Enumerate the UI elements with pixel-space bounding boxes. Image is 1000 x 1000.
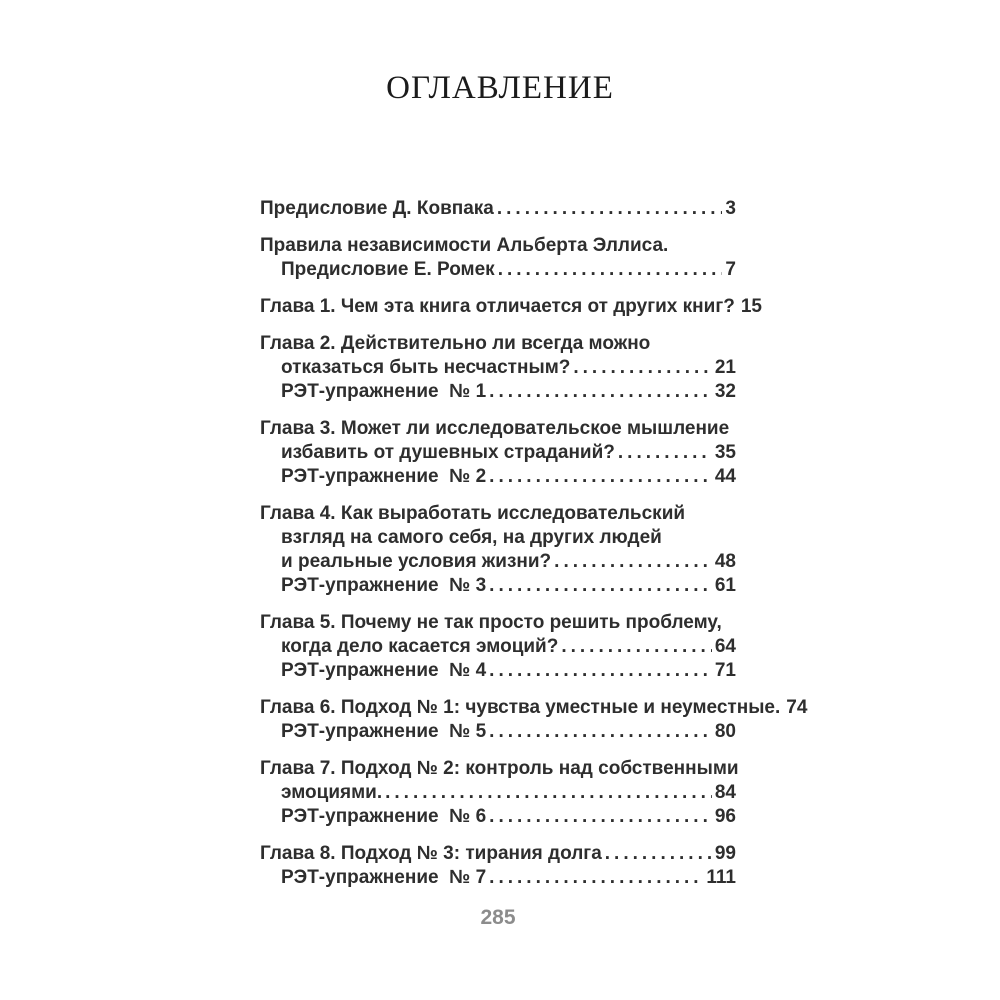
dot-leader <box>498 258 723 282</box>
dot-leader <box>489 574 712 598</box>
toc-line-text: Глава 3. Может ли исследовательское мышление <box>260 418 730 439</box>
toc-line-text: Глава 6. Подход № 1: чувства уместные и неуместные. <box>260 697 781 718</box>
toc-page-ref: 48 <box>714 551 736 572</box>
toc-line-text: Глава 5. Почему не так просто решить проблему, <box>260 612 722 633</box>
toc-entry <box>260 757 739 829</box>
dot-leader <box>489 465 712 489</box>
toc-line-text: РЭТ-упражнение № 6 <box>281 806 487 827</box>
toc-line-text: когда дело касается эмоций? <box>281 636 559 657</box>
toc-line-text: Правила независимости Альберта Эллиса. <box>260 235 669 256</box>
dot-leader <box>385 781 712 805</box>
toc-line <box>260 258 736 282</box>
toc-line <box>260 866 736 890</box>
dot-leader <box>489 380 712 404</box>
toc-line <box>260 574 736 598</box>
toc-entry <box>260 611 736 683</box>
toc-page-ref: 64 <box>714 636 736 657</box>
toc-line-text: Глава 2. Действительно ли всегда можно <box>260 333 651 354</box>
toc-line-text: взгляд на самого себя, на других людей <box>281 527 662 548</box>
toc-line <box>260 696 808 720</box>
dot-leader <box>618 441 712 465</box>
toc-line-text: Глава 7. Подход № 2: контроль над собственными <box>260 758 739 779</box>
toc-line <box>260 659 736 683</box>
dot-leader <box>605 842 712 866</box>
toc-line-text: Глава 8. Подход № 3: тирания долга <box>260 843 602 864</box>
dot-leader <box>489 659 712 683</box>
toc-line <box>260 197 736 221</box>
dot-leader <box>489 720 712 744</box>
toc-line <box>260 526 736 550</box>
toc-line <box>260 842 736 866</box>
toc-line-text: РЭТ-упражнение № 4 <box>281 660 487 681</box>
toc-line-text: РЭТ-упражнение № 5 <box>281 721 487 742</box>
toc-page-ref: 7 <box>725 259 736 280</box>
toc-page-ref: 35 <box>714 442 736 463</box>
toc-line-text: Глава 1. Чем эта книга отличается от других книг? <box>260 296 735 317</box>
toc-entry <box>260 696 808 744</box>
toc-line-text: эмоциями. <box>281 782 383 803</box>
toc-page-ref: 21 <box>714 357 736 378</box>
toc-entry <box>260 502 736 598</box>
dot-leader <box>573 356 712 380</box>
toc-page-ref: 15 <box>740 296 762 317</box>
toc-page-ref: 80 <box>714 721 736 742</box>
toc-line <box>260 417 736 441</box>
toc-line <box>260 441 736 465</box>
toc-entry <box>260 295 762 319</box>
page-title: ОГЛАВЛЕНИЕ <box>386 70 614 106</box>
toc-line <box>260 234 736 258</box>
toc-entry <box>260 332 736 404</box>
toc-page-ref: 84 <box>714 782 736 803</box>
toc-line <box>260 635 736 659</box>
toc-line-text: Глава 4. Как выработать исследовательский <box>260 503 686 524</box>
toc-line <box>260 757 739 781</box>
toc-line-text: избавить от душевных страданий? <box>281 442 615 463</box>
toc-line-text: Предисловие Е. Ромек <box>281 259 495 280</box>
toc-line-text: РЭТ-упражнение № 3 <box>281 575 487 596</box>
toc-page-ref: 111 <box>706 867 736 888</box>
toc-line <box>260 720 736 744</box>
dot-leader <box>561 635 712 659</box>
toc-page-ref: 71 <box>714 660 736 681</box>
page-number: 285 <box>480 906 516 929</box>
toc-line <box>260 781 736 805</box>
dot-leader <box>497 197 723 221</box>
dot-leader <box>489 866 703 890</box>
toc-line-text: РЭТ-упражнение № 2 <box>281 466 487 487</box>
toc-line <box>260 805 736 829</box>
toc-line <box>260 465 736 489</box>
toc-line-text: и реальные условия жизни? <box>281 551 552 572</box>
dot-leader <box>489 805 712 829</box>
toc-entry <box>260 842 736 890</box>
toc-page-ref: 3 <box>725 198 736 219</box>
toc-page-ref: 74 <box>786 697 808 718</box>
toc-entry <box>260 417 736 489</box>
dot-leader <box>554 550 712 574</box>
toc-line <box>260 356 736 380</box>
toc-line <box>260 611 736 635</box>
toc-line <box>260 380 736 404</box>
toc-line <box>260 550 736 574</box>
toc-page-ref: 32 <box>714 381 736 402</box>
toc-line <box>260 332 736 356</box>
toc-entries <box>260 197 808 903</box>
toc-line <box>260 295 762 319</box>
toc-entry <box>260 197 736 221</box>
toc-line <box>260 502 736 526</box>
toc-page-ref: 96 <box>714 806 736 827</box>
toc-page-ref: 44 <box>714 466 736 487</box>
toc-page-ref: 99 <box>714 843 736 864</box>
toc-entry <box>260 234 736 282</box>
toc-line-text: отказаться быть несчастным? <box>281 357 571 378</box>
toc-line-text: Предисловие Д. Ковпака <box>260 198 494 219</box>
toc-line-text: РЭТ-упражнение № 7 <box>281 867 487 888</box>
toc-page-ref: 61 <box>714 575 736 596</box>
toc-line-text: РЭТ-упражнение № 1 <box>281 381 487 402</box>
